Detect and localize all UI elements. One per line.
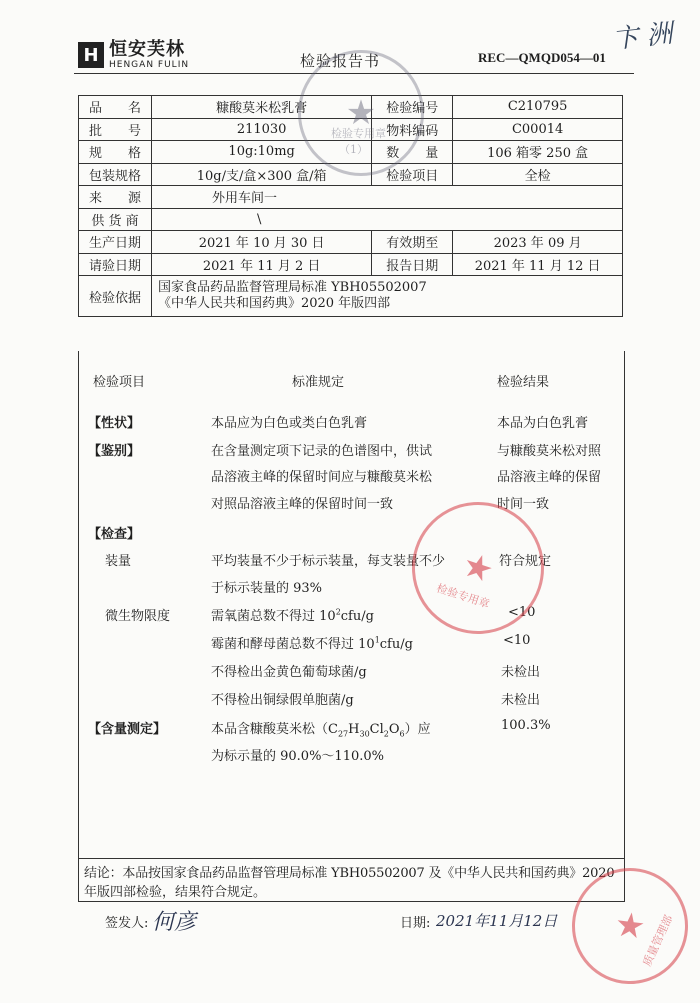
company-logo [78, 40, 189, 70]
microbial-standard-2: 霉菌和酵母菌总数不得过 $10^1cfu/g$ [211, 635, 413, 652]
table-row [79, 276, 623, 317]
microbial-result-4: 未检出 [501, 693, 541, 708]
assay-standard-2: 为标示量的 90.0%～110.0% [211, 749, 384, 764]
inspection-no-label: 检验编号 [372, 96, 453, 119]
assay-standard-1: 本品含糠酸莫米松$(C_{27}H_{30}Cl_2O_6)$应 [211, 722, 431, 739]
supplier-value: \ [151, 208, 622, 231]
request-date-value: 2021 年 11 月 2 日 [151, 253, 371, 276]
expiry-value: 2023 年 09 月 [453, 231, 623, 254]
report-date-value: 2021 年 11 月 12 日 [453, 253, 623, 276]
results-header-item: 检验项目 [93, 375, 146, 390]
basis-label: 检验依据 [79, 276, 152, 317]
product-value: 糠酸莫米松乳膏 [151, 96, 371, 119]
assay-result: 100.3% [501, 718, 551, 733]
quantity-value: 106 箱零 250 盒 [453, 141, 623, 164]
material-code-value: C00014 [453, 118, 623, 141]
inspection-no-value: C210795 [453, 96, 623, 119]
character-item: 【性状】 [88, 416, 141, 431]
prod-date-label: 生产日期 [79, 231, 152, 254]
identification-standard-1: 在含量测定项下记录的色谱图中，供试 [211, 444, 433, 459]
material-code-label: 物料编码 [372, 118, 453, 141]
handwritten-note: 卞 洲 [610, 18, 674, 56]
seal-bottom-text: 质量管理部 [640, 913, 676, 969]
prod-date-value: 2021 年 10 月 30 日 [151, 231, 371, 254]
supplier-label: 供 货 商 [79, 208, 152, 231]
date-label: 日期: [400, 916, 431, 931]
check-item: 【检查】 [88, 527, 141, 542]
character-result: 本品为白色乳膏 [497, 416, 589, 431]
basis-line-1: 国家食品药品监督管理局标准 YBH05502007 [157, 280, 427, 295]
identification-result-1: 与糠酸莫米松对照 [497, 444, 602, 459]
fill-standard-1: 平均装量不少于标示装量，每支装量不少 [211, 554, 446, 569]
source-value: 外用车间一 [151, 186, 622, 209]
expiry-label: 有效期至 [372, 231, 453, 254]
fill-item: 装量 [105, 554, 132, 569]
table-row [79, 231, 623, 254]
microbial-result-3: 未检出 [501, 665, 541, 680]
handwritten-date: 2021年11月12日 [436, 912, 558, 930]
request-date-label: 请验日期 [79, 253, 152, 276]
quantity-label: 数 量 [372, 141, 453, 164]
fill-result: 符合规定 [499, 554, 552, 569]
basis-line-2: 《中华人民共和国药典》2020 年版四部 [157, 296, 391, 311]
character-standard: 本品应为白色或类白色乳膏 [211, 416, 368, 431]
basis-value [151, 276, 622, 317]
microbial-result-1: <10 [508, 605, 536, 620]
table-row [79, 253, 623, 276]
logo-mark: H [78, 42, 104, 68]
microbial-standard-4: 不得检出铜绿假单胞菌/g [211, 693, 354, 708]
inspection-item-label: 检验项目 [372, 163, 453, 186]
signer-signature: 何彦 [152, 910, 197, 935]
product-label: 品 名 [79, 96, 152, 119]
results-header-standard: 标准规定 [292, 375, 345, 390]
assay-item: 【含量测定】 [88, 722, 167, 737]
inspection-seal-top [298, 50, 424, 176]
microbial-standard-3: 不得检出金黄色葡萄球菌/g [211, 665, 367, 680]
star-icon: ★ [457, 544, 499, 592]
results-header-result: 检验结果 [497, 375, 550, 390]
star-icon: ★ [345, 93, 377, 133]
microbial-standard-1: 需氧菌总数不得过 $10^2cfu/g$ [211, 607, 374, 624]
pack-spec-label: 包装规格 [79, 163, 152, 186]
microbial-item: 微生物限度 [105, 609, 171, 624]
seal-middle-text: 检验专用章 [434, 581, 492, 611]
pack-spec-value: 10g/支/盒×300 盒/箱 [151, 163, 371, 186]
logo-chinese-name: 恒安芙林 [109, 38, 185, 60]
microbial-result-2: <10 [503, 633, 531, 648]
identification-standard-2: 品溶液主峰的保留时间应与糠酸莫米松 [211, 470, 433, 485]
identification-standard-3: 对照品溶液主峰的保留时间一致 [211, 497, 394, 512]
batch-value: 211030 [151, 118, 371, 141]
seal-top-text: 检验专用章 [331, 127, 386, 140]
conclusion-line-1: 结论：本品按国家食品药品监督管理局标准 YBH05502007 及《中华人民共和国药典》2020 [84, 866, 615, 881]
table-row [79, 208, 623, 231]
conclusion-line-2: 年版四部检验，结果符合规定。 [84, 885, 267, 900]
identification-item: 【鉴别】 [88, 444, 141, 459]
report-date-label: 报告日期 [372, 253, 453, 276]
signer-label: 签发人: [105, 916, 149, 931]
identification-result-2: 品溶液主峰的保留 [497, 470, 602, 485]
spec-value: 10g:10mg [151, 141, 371, 164]
fill-standard-2: 于标示装量的 93% [211, 581, 323, 596]
logo-english-name: HENGAN FULIN [109, 59, 190, 70]
document-code: REC—QMQD054—01 [478, 50, 606, 65]
identification-result-3: 时间一致 [497, 497, 550, 512]
star-icon: ★ [605, 903, 655, 949]
table-row [79, 186, 623, 209]
seal-top-number: （1） [339, 143, 368, 156]
document-title: 检验报告书 [300, 52, 381, 70]
spec-label: 规 格 [79, 141, 152, 164]
batch-label: 批 号 [79, 118, 152, 141]
source-label: 来 源 [79, 186, 152, 209]
inspection-item-value: 全检 [453, 163, 623, 186]
